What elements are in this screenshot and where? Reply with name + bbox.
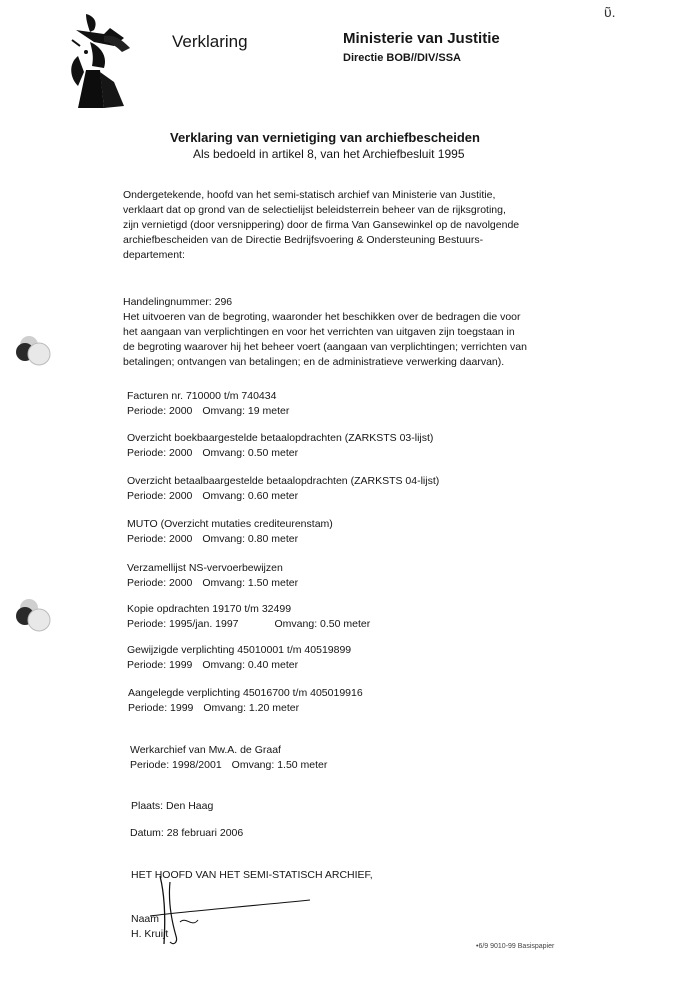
item-description: Facturen nr. 710000 t/m 740434 — [127, 390, 277, 402]
item-period: Periode: 2000 — [127, 533, 193, 545]
item-description: Overzicht betaalbaargestelde betaalopdrachten (ZARKSTS 04-lijst) — [127, 475, 440, 487]
item-size: Omvang: 0.60 meter — [202, 490, 299, 502]
punch-hole — [12, 332, 56, 372]
handeling-line: betalingen; ontvangen van betalingen; en de administratieve verwerking daarvan). — [123, 356, 505, 368]
item-size: Omvang: 0.80 meter — [202, 533, 299, 545]
signatory-title: HET HOOFD VAN HET SEMI-STATISCH ARCHIEF, — [131, 869, 373, 881]
item-size: Omvang: 1.50 meter — [202, 577, 299, 589]
intro-line: Ondergetekende, hoofd van het semi-statisch archief van Ministerie van Justitie, — [123, 189, 496, 201]
ministry-name: Ministerie van Justitie — [343, 30, 500, 47]
document-label: Verklaring — [172, 32, 248, 51]
item-description: Verzamellijst NS-vervoerbewijzen — [127, 562, 283, 574]
archive-item — [127, 643, 351, 673]
item-period: Periode: 2000 — [127, 490, 193, 502]
archive-item — [128, 686, 363, 716]
item-period: Periode: 1995/jan. 1997 — [127, 618, 239, 630]
name-label: Naam — [131, 913, 160, 925]
handeling-line: de begroting waarover hij het beheer voert (aangaan van verplichtingen; verrichten van — [123, 341, 527, 353]
item-description: Werkarchief van Mw.A. de Graaf — [130, 744, 281, 756]
intro-line: zijn vernietigd (door versnippering) door de firma Van Gansewinkel op de navolgende — [123, 219, 520, 231]
archive-item — [127, 389, 289, 419]
item-description: Kopie opdrachten 19170 t/m 32499 — [127, 603, 292, 615]
name-value: H. Kruijt — [131, 928, 169, 940]
paper-code: •6/9 9010-99 Basispapier — [476, 943, 555, 950]
item-size: Omvang: 0.50 meter — [274, 618, 371, 630]
archive-item — [127, 474, 439, 504]
item-size: Omvang: 0.50 meter — [202, 447, 299, 459]
intro-paragraph — [123, 188, 519, 263]
justitia-logo — [64, 12, 154, 122]
intro-line: departement: — [123, 249, 185, 261]
handeling-line: Handelingnummer: 296 — [123, 296, 233, 308]
intro-line: archiefbescheiden van de Directie Bedrijfsvoering & Ondersteuning Bestuurs- — [123, 234, 484, 246]
item-description: Gewijzigde verplichting 45010001 t/m 40519899 — [127, 644, 352, 656]
corner-handwritten-mark: ῦ. — [604, 4, 616, 20]
document-title: Verklaring van vernietiging van archiefbescheiden — [170, 130, 480, 145]
item-size: Omvang: 19 meter — [202, 405, 290, 417]
place-line: Plaats: Den Haag — [131, 800, 214, 812]
item-period: Periode: 2000 — [127, 405, 193, 417]
item-period: Periode: 1999 — [128, 702, 194, 714]
date-line: Datum: 28 februari 2006 — [130, 827, 244, 839]
archive-item — [127, 517, 333, 547]
directorate-name: Directie BOB//DIV/SSA — [343, 52, 461, 64]
item-period: Periode: 2000 — [127, 577, 193, 589]
document-subtitle: Als bedoeld in artikel 8, van het Archiefbesluit 1995 — [193, 147, 465, 161]
handeling-line: het aangaan van verplichtingen en voor het verrichten van uitgaven zijn toegstaan in — [123, 326, 515, 338]
handeling-paragraph — [123, 295, 527, 370]
intro-line: verklaart dat op grond van de selectielijst beleidsterrein beheer van de rijksgroting, — [123, 204, 506, 216]
item-description: MUTO (Overzicht mutaties crediteurenstam) — [127, 518, 333, 530]
signature — [120, 872, 340, 952]
item-description: Aangelegde verplichting 45016700 t/m 405019916 — [128, 687, 363, 699]
handeling-line: Het uitvoeren van de begroting, waaronder het beschikken over de bedragen die voor — [123, 311, 521, 323]
item-description: Overzicht boekbaargestelde betaalopdrachten (ZARKSTS 03-lijst) — [127, 432, 434, 444]
archive-item — [127, 561, 298, 591]
item-size: Omvang: 1.50 meter — [231, 759, 328, 771]
item-period: Periode: 1998/2001 — [130, 759, 222, 771]
archive-item — [127, 431, 433, 461]
item-period: Periode: 1999 — [127, 659, 193, 671]
item-size: Omvang: 1.20 meter — [203, 702, 300, 714]
item-period: Periode: 2000 — [127, 447, 193, 459]
archive-item — [127, 602, 370, 632]
item-size: Omvang: 0.40 meter — [202, 659, 299, 671]
archive-item — [130, 743, 327, 773]
punch-hole — [12, 598, 56, 638]
